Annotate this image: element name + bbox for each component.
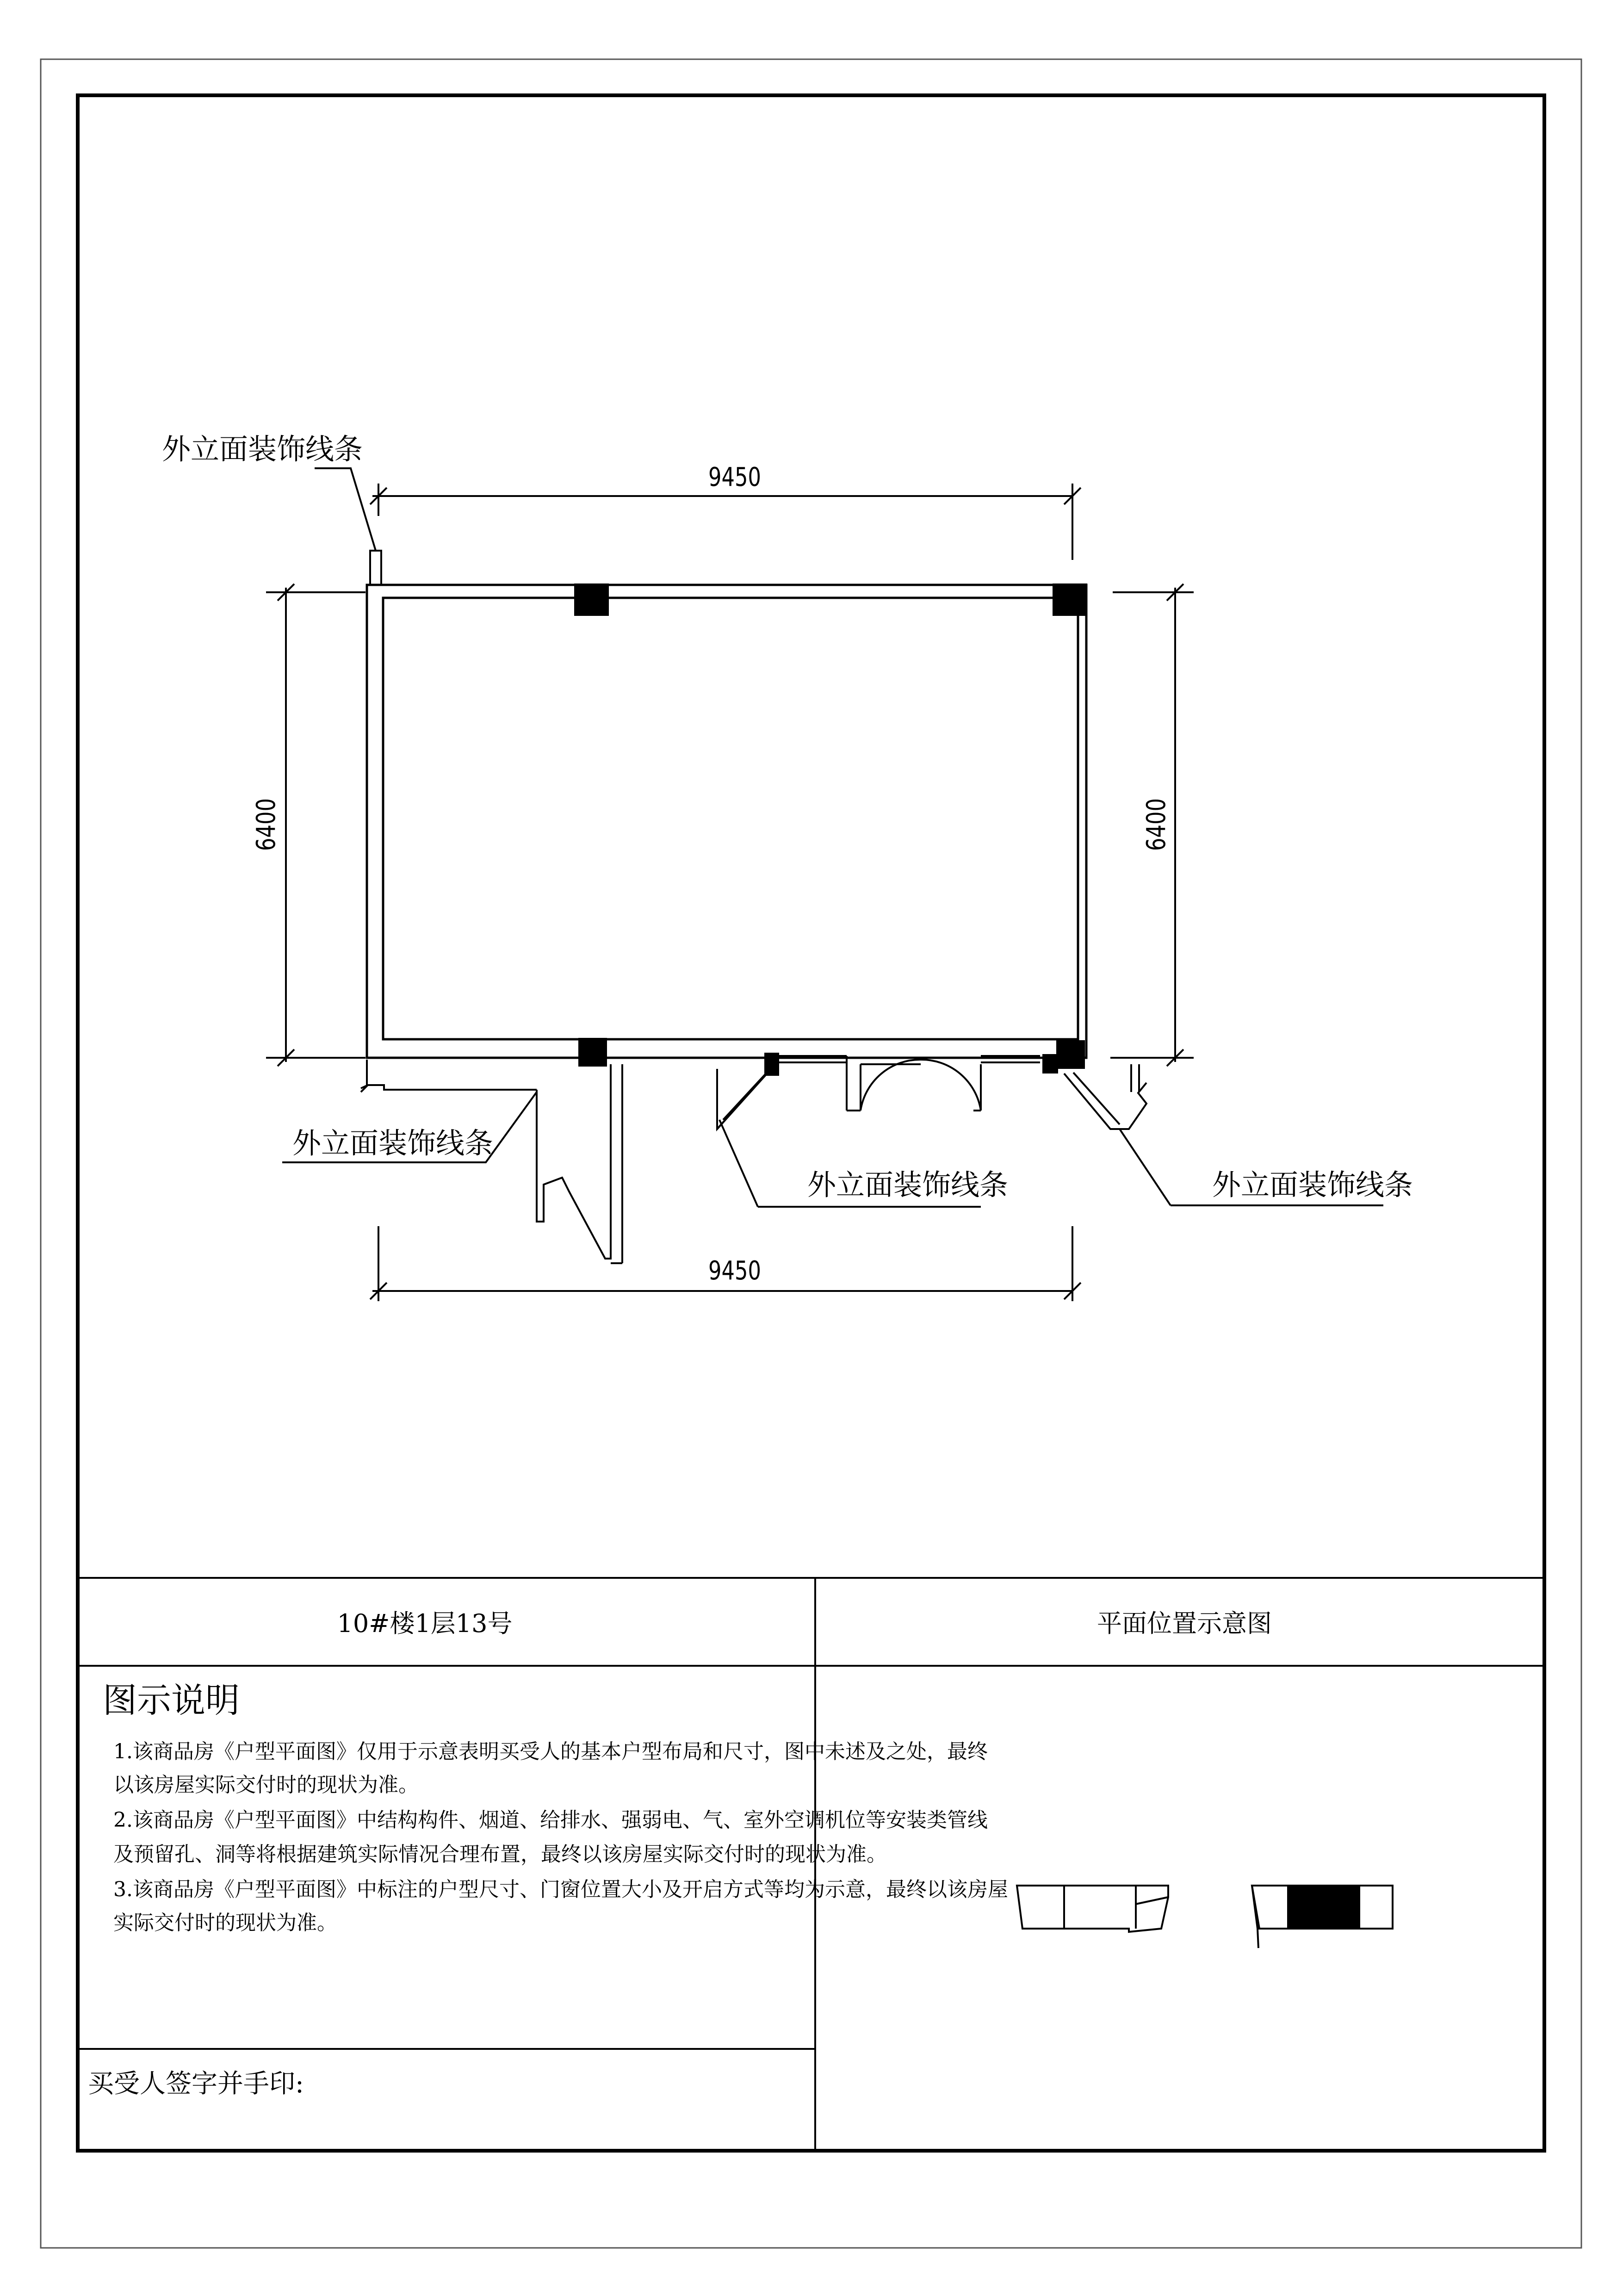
note-line-3: 2.该商品房《户型平面图》中结构构件、烟道、给排水、强弱电、气、室外空调机位等安装类管线 <box>113 1808 988 1832</box>
outer-wall <box>367 585 1086 1058</box>
inner-wall <box>383 598 1078 1039</box>
facade-trim-bottom-middle <box>717 1069 769 1129</box>
dim-right-height: 6400 <box>1141 798 1171 851</box>
note-line-4: 及预留孔、洞等将根据建筑实际情况合理布置，最终以该房屋实际交付时的现状为准。 <box>113 1843 887 1866</box>
column-bottom-right <box>1056 1040 1085 1069</box>
note-line-6: 实际交付时的现状为准。 <box>113 1911 337 1935</box>
label-facade-bottom-right: 外立面装饰线条 <box>1212 1168 1413 1202</box>
dim-top-width: 9450 <box>708 462 762 492</box>
column-bottom-middle <box>578 1038 607 1067</box>
facade-strip-top-left <box>370 551 381 585</box>
label-facade-top-left: 外立面装饰线条 <box>162 432 363 466</box>
dim-left-height: 6400 <box>251 798 281 851</box>
leader-lines <box>282 468 1383 1207</box>
floor-plan <box>162 432 1413 1301</box>
title-block <box>78 1578 1544 2151</box>
label-facade-bottom-middle: 外立面装饰线条 <box>807 1168 1009 1202</box>
double-door <box>861 1060 981 1111</box>
facade-trim-bottom-right <box>1064 1064 1146 1129</box>
current-unit-highlight <box>1287 1886 1359 1929</box>
label-facade-bottom-left: 外立面装饰线条 <box>292 1126 494 1160</box>
column-bottom-right-small <box>1042 1054 1058 1074</box>
signature-label: 买受人签字并手印: <box>88 2069 304 2099</box>
note-line-2: 以该房屋实际交付时的现状为准。 <box>113 1773 419 1797</box>
note-line-1: 1.该商品房《户型平面图》仅用于示意表明买受人的基本户型布局和尺寸，图中未述及之处，最终 <box>113 1740 988 1763</box>
note-line-5: 3.该商品房《户型平面图》中标注的户型尺寸、门窗位置大小及开启方式等均为示意，最终以该房屋 <box>113 1878 1008 1901</box>
location-title: 平面位置示意图 <box>1097 1609 1272 1638</box>
notes-title: 图示说明 <box>103 1681 240 1720</box>
unit-name: 10#楼1层13号 <box>337 1609 513 1638</box>
column-top-right <box>1053 583 1087 616</box>
column-top-middle <box>574 583 609 616</box>
dim-bottom-width: 9450 <box>708 1255 762 1286</box>
